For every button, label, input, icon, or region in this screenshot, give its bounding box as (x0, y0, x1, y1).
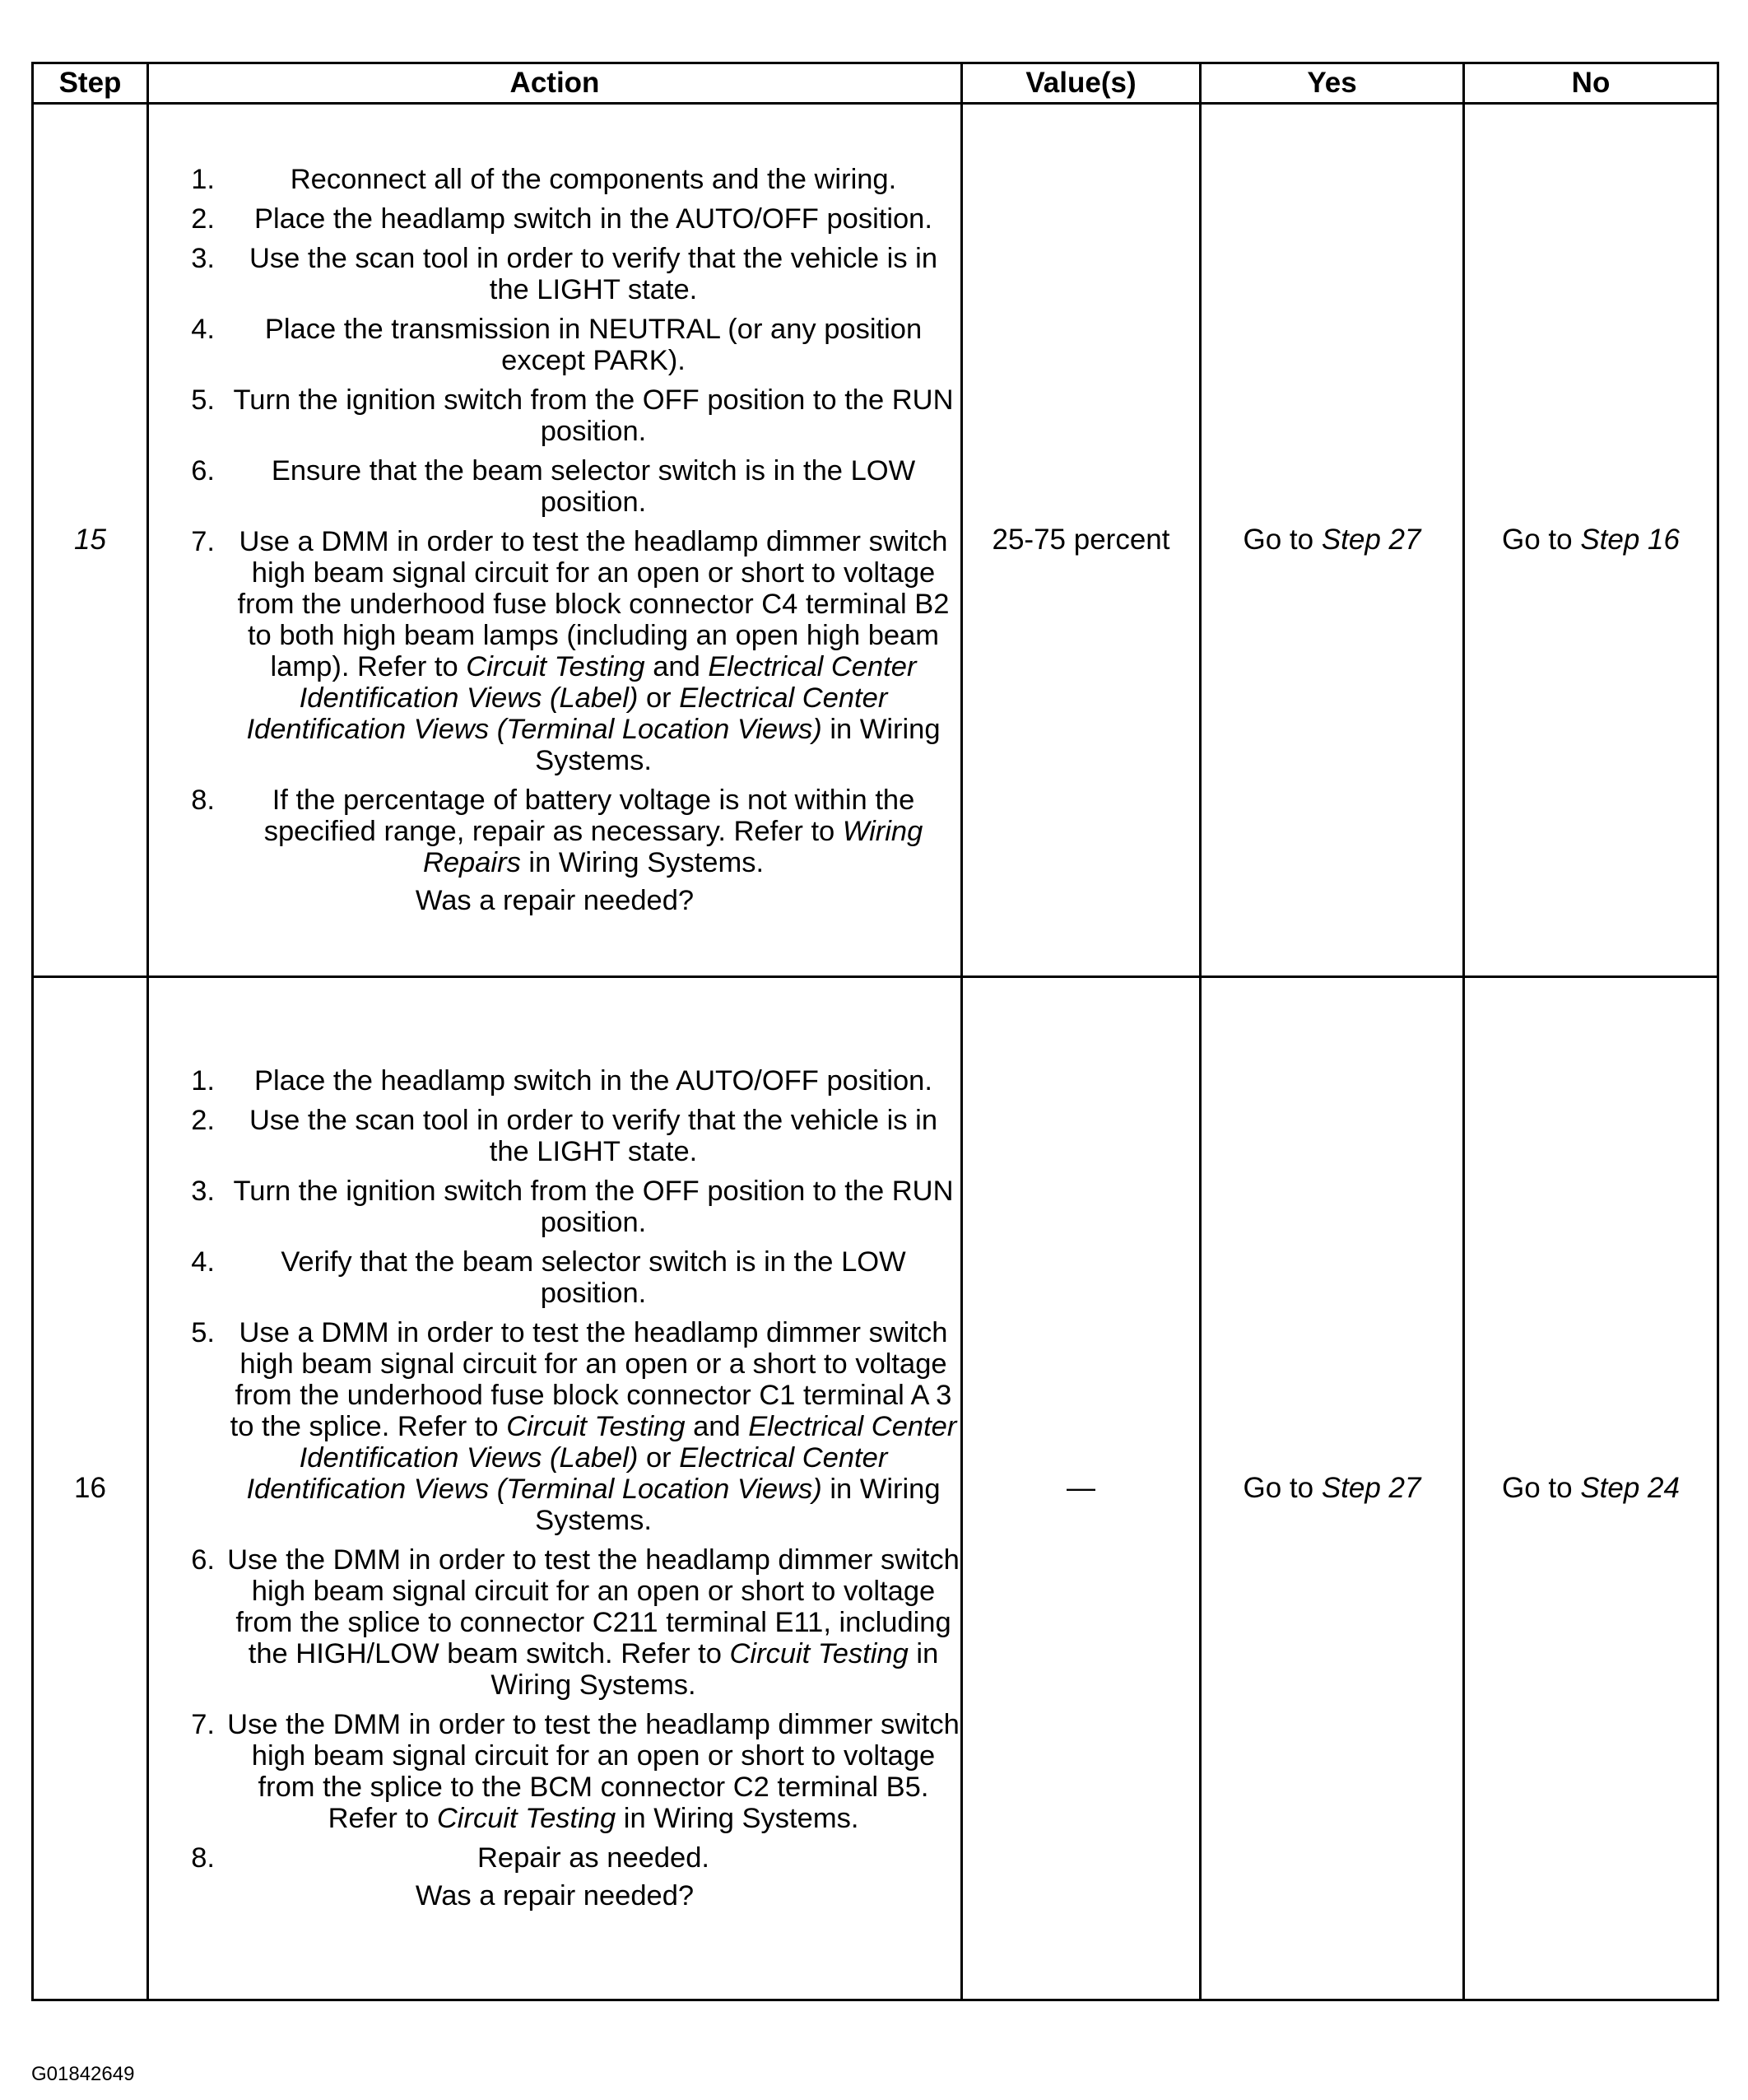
goto-step-link[interactable]: Step 24 (1580, 1472, 1680, 1504)
header-step: Step (33, 63, 148, 104)
action-list (149, 1062, 960, 1874)
repair-question: Was a repair needed? (415, 1880, 695, 1911)
reference-link[interactable]: Electrical Center Identification Views (Label) (299, 1411, 957, 1474)
reference-link[interactable]: Electrical Center Identification Views (Terminal Location Views) (246, 1442, 888, 1505)
action-cell (148, 977, 962, 2000)
reference-link[interactable]: Electrical Center Identification Views (Label) (299, 651, 917, 714)
diagnostic-table (31, 62, 1719, 2001)
reference-link[interactable]: Electrical Center Identification Views (Terminal Location Views) (246, 682, 888, 745)
step-number: 15 (33, 104, 148, 977)
header-action: Action (148, 63, 962, 104)
header-no: No (1464, 63, 1718, 104)
value-cell: 25-75 percent (962, 104, 1201, 977)
list-item: 8. If the percentage of battery voltage is not within the specified range, repair as necessary. Refer to Wiring Repairs in Wiring Systems. (191, 785, 923, 878)
reference-link[interactable]: Circuit Testing (436, 1803, 616, 1834)
table-row-step-15 (33, 104, 1718, 977)
list-item: 4. Place the transmission in NEUTRAL (or any position except PARK). (191, 314, 923, 376)
no-cell: Go to Step 24 (1464, 977, 1718, 2000)
table-header-row (33, 63, 1718, 104)
figure-id: G01842649 (31, 2063, 135, 2085)
header-values: Value(s) (962, 63, 1201, 104)
list-item: 6. Use the DMM in order to test the headlamp dimmer switch high beam signal circuit for an open or short to voltage from the splice to connector C211 terminal E11, including the HIGH/LOW beam switch. Refer to Circuit Testing in Wiring Systems. (191, 1544, 960, 1701)
list-item: 1. Place the headlamp switch in the AUTO/OFF position. (191, 1065, 932, 1097)
value-cell: — (962, 977, 1201, 2000)
goto-step-link[interactable]: Step 16 (1580, 524, 1680, 556)
list-item: 7. Use the DMM in order to test the headlamp dimmer switch high beam signal circuit for an open or short to voltage from the splice to the BCM connector C2 terminal B5. Refer to Circuit Testing in Wiring Systems. (191, 1709, 960, 1834)
yes-cell: Go to Step 27 (1201, 977, 1464, 2000)
reference-link[interactable]: Circuit Testing (506, 1411, 686, 1442)
list-item: 5. Use a DMM in order to test the headlamp dimmer switch high beam signal circuit for an open or a short to voltage from the underhood fuse block connector C1 terminal A 3 to the splice. Refer to Circuit Testing and Electrical Center Identification Views (Label) or Electrical Center Identification Views (Terminal Location Views) in Wiring Systems. (191, 1317, 957, 1536)
step-number: 16 (33, 977, 148, 2000)
list-item: 2. Place the headlamp switch in the AUTO/OFF position. (191, 203, 932, 235)
list-item: 2. Use the scan tool in order to verify that the vehicle is in the LIGHT state. (191, 1105, 938, 1167)
list-item: 7. Use a DMM in order to test the headlamp dimmer switch high beam signal circuit for an open or short to voltage from the underhood fuse block connector C4 terminal B2 to both high beam lamps (including an open high beam lamp). Refer to Circuit Testing and Electrical Center Identification Views (Label) or Electrical Center Identification Views (Terminal Location Views) in Wiring Systems. (191, 526, 950, 776)
reference-link[interactable]: Wiring Repairs (422, 816, 923, 878)
list-item: 3. Use the scan tool in order to verify that the vehicle is in the LIGHT state. (191, 243, 938, 305)
yes-cell: Go to Step 27 (1201, 104, 1464, 977)
header-yes: Yes (1201, 63, 1464, 104)
list-item: 3. Turn the ignition switch from the OFF position to the RUN position. (191, 1176, 954, 1238)
goto-step-link[interactable]: Step 27 (1321, 1472, 1421, 1504)
list-item: 4. Verify that the beam selector switch is in the LOW position. (191, 1246, 906, 1309)
repair-question: Was a repair needed? (415, 885, 695, 916)
list-item: 8. Repair as needed. (191, 1842, 709, 1874)
goto-step-link[interactable]: Step 27 (1321, 524, 1421, 556)
table-row-step-16 (33, 977, 1718, 2000)
reference-link[interactable]: Circuit Testing (466, 651, 645, 682)
action-list (149, 161, 960, 878)
action-cell (148, 104, 962, 977)
list-item: 1. Reconnect all of the components and the wiring. (191, 164, 897, 195)
reference-link[interactable]: Circuit Testing (729, 1638, 909, 1669)
no-cell: Go to Step 16 (1464, 104, 1718, 977)
list-item: 5. Turn the ignition switch from the OFF position to the RUN position. (191, 384, 954, 447)
list-item: 6. Ensure that the beam selector switch is in the LOW position. (191, 455, 916, 518)
